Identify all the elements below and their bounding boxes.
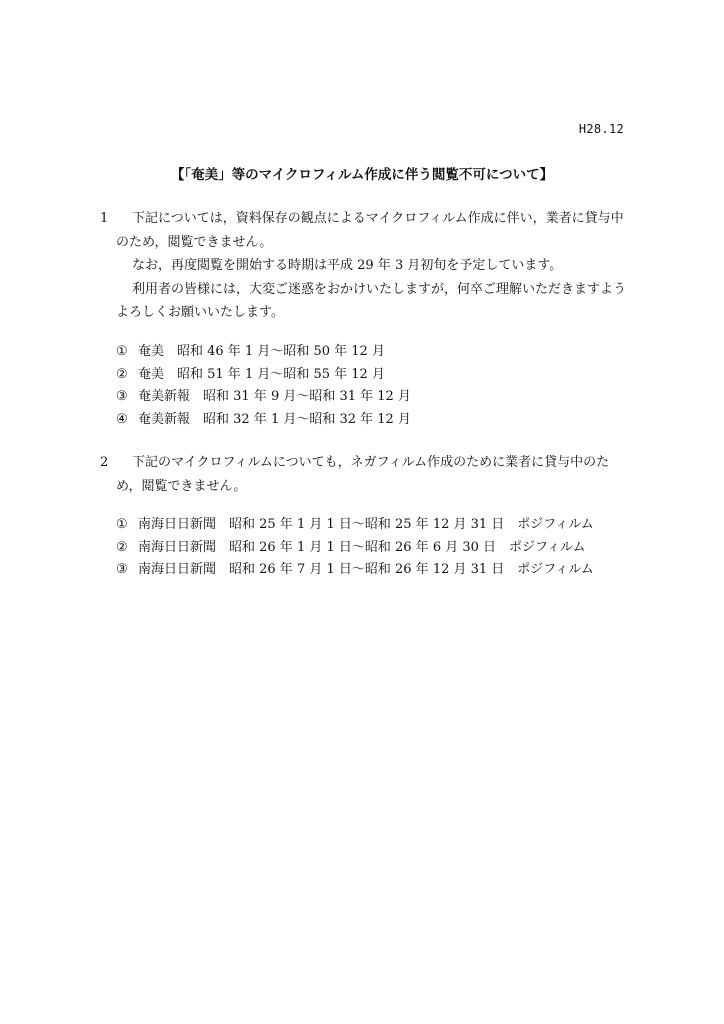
section-1-paragraph xyxy=(100,207,630,254)
section-2-paragraph xyxy=(100,451,630,498)
section-1 xyxy=(100,207,630,325)
document-title: 【「奄美」等のマイクロフィルム作成に伴う閲覧不可について】 xyxy=(170,167,554,183)
list-item-mark: ④ xyxy=(116,411,128,427)
list-item xyxy=(116,559,594,582)
section-1-line-3: 利用者の皆様には，大変ご迷惑をおかけいたしますが，何卒ご理解いただきますようよろしくお願いいたします。 xyxy=(116,281,627,320)
list-item-mark: ② xyxy=(116,539,128,555)
section-2-number: 2 xyxy=(100,455,109,470)
list-item xyxy=(116,341,411,364)
list-item-mark: ① xyxy=(116,344,128,359)
section-1-line-2: なお，再度閲覧を開始する時期は平成 29 年 3 月初旬を予定しています。 xyxy=(132,258,563,273)
list-item xyxy=(116,537,594,560)
section-2 xyxy=(100,451,630,498)
list-item-mark: ① xyxy=(116,517,128,532)
list-item-text: 南海日日新聞 昭和 26 年 1 月 1 日～昭和 26 年 6 月 30 日 ポジフィルム xyxy=(138,539,586,555)
list-item-mark: ② xyxy=(116,366,128,382)
section-1-number: 1 xyxy=(100,211,109,226)
list-item xyxy=(116,514,594,537)
section-1-line-1: 下記については，資料保存の観点によるマイクロフィルム作成に伴い，業者に貸与中のため，閲覧できません。 xyxy=(116,211,624,250)
document-date: H28.12 xyxy=(578,122,624,136)
list-item-text: 南海日日新聞 昭和 26 年 7 月 1 日～昭和 26 年 12 月 31 日 ポジフィルム xyxy=(138,562,594,577)
list-item xyxy=(116,364,411,387)
list-item-mark: ③ xyxy=(116,562,128,577)
list-item-text: 奄美 昭和 51 年 1 月～昭和 55 年 12 月 xyxy=(138,366,385,382)
list-item-text: 南海日日新聞 昭和 25 年 1 月 1 日～昭和 25 年 12 月 31 日 ポジフィルム xyxy=(138,517,594,532)
list-item-text: 奄美 昭和 46 年 1 月～昭和 50 年 12 月 xyxy=(138,344,385,359)
list-item-text: 奄美新報 昭和 32 年 1 月～昭和 32 年 12 月 xyxy=(138,411,411,427)
list-item-mark: ③ xyxy=(116,389,128,404)
section-2-list xyxy=(116,514,594,582)
list-item xyxy=(116,409,411,432)
section-2-line-1: 下記のマイクロフィルムについても，ネガフィルム作成のために業者に貸与中のため，閲覧できません。 xyxy=(116,455,610,494)
list-item xyxy=(116,386,411,409)
list-item-text: 奄美新報 昭和 31 年 9 月～昭和 31 年 12 月 xyxy=(138,389,411,404)
section-1-list xyxy=(116,341,411,431)
